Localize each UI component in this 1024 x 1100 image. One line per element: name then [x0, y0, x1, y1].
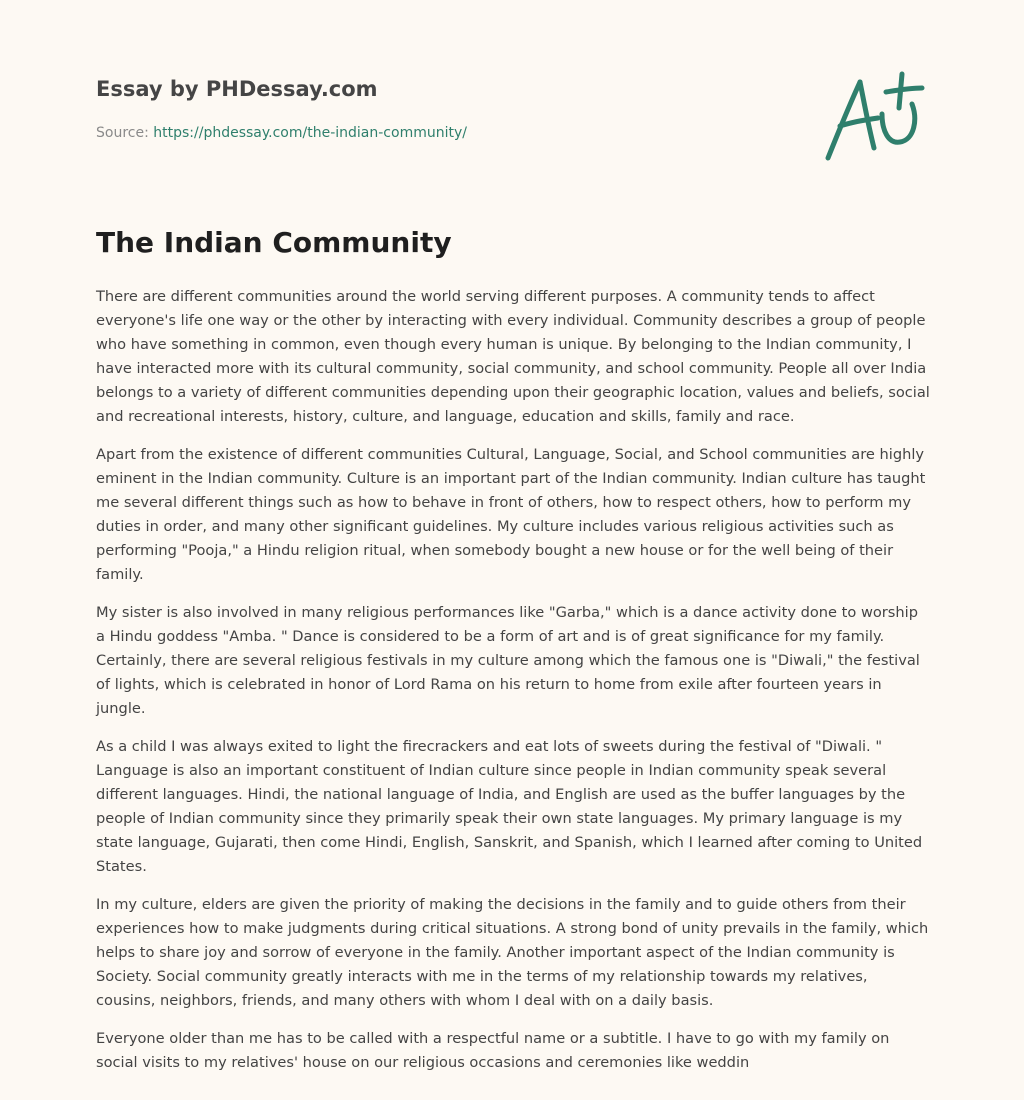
essay-paragraph: Everyone older than me has to be called with a respectful name or a subtitle. I have to go with my family on social visits to my relatives' house on our religious occasions and ceremonies like weddin	[96, 1030, 890, 1071]
essay-paragraph: In my culture, elders are given the priority of making the decisions in the family and to guide others from their experiences how to make judgments during critical situations. A strong bond of unity prevails in the family, which helps to share joy and sorrow of everyone in the family. Another important aspect of the Indian community is Society. Social community greatly interacts with me in the terms of my relationship towards my relatives, cousins, neighbors, friends, and many others with whom I deal with on a daily basis.	[96, 896, 929, 1009]
source-label: Source:	[96, 125, 149, 141]
essay-paragraph: My sister is also involved in many religious performances like "Garba," which is a dance activity done to worship a Hindu goddess "Amba. " Dance is considered to be a form of art and is of great significance for my family. Certainly, there are several religious festivals in my culture among which the famous one is "Diwali," the festival of lights, which is celebrated in honor of Lord Rama on his return to home from exile after fourteen years in jungle.	[96, 604, 920, 717]
site-brand: Essay by PHDessay.com	[96, 77, 378, 101]
essay-paragraph: Apart from the existence of different communities Cultural, Language, Social, and School communities are highly eminent in the Indian community. Culture is an important part of the Indian community. Indian culture has taught me several different things such as how to behave in front of others, how to respect others, how to perform my duties in order, and many other significant guidelines. My culture includes various religious activities such as performing "Pooja," a Hindu religion ritual, when somebody bought a new house or for the well being of their family.	[96, 446, 926, 583]
essay-paragraph: There are different communities around the world serving different purposes. A community tends to affect everyone's life one way or the other by interacting with every individual. Community describes a group of people who have something in common, even though every human is unique. By belonging to the Indian community, I have interacted more with its cultural community, social community, and school community. People all over India belongs to a variety of different communities depending upon their geographic location, values and beliefs, social and recreational interests, history, culture, and language, education and skills, family and race.	[96, 288, 930, 425]
essay-paragraph: As a child I was always exited to light the firecrackers and eat lots of sweets during the festival of "Diwali. " Language is also an important constituent of Indian culture since people in Indian community speak several different languages. Hindi, the national language of India, and English are used as the buffer languages by the people of Indian community since they primarily speak their own state languages. My primary language is my state language, Gujarati, then come Hindi, English, Sanskrit, and Spanish, which I learned after coming to United States.	[96, 738, 923, 875]
a-plus-grade-icon	[820, 68, 926, 164]
essay-body	[96, 285, 931, 1089]
source-line	[96, 125, 467, 141]
essay-title: The Indian Community	[96, 226, 452, 259]
source-link[interactable]: https://phdessay.com/the-indian-community/	[153, 125, 467, 141]
